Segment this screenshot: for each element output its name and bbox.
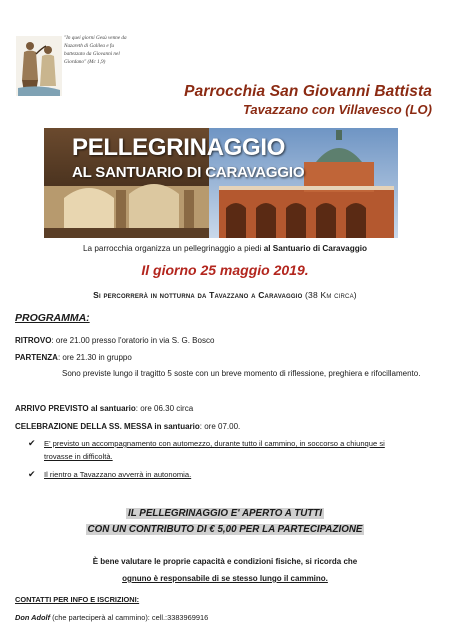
baptism-illustration-icon <box>16 36 62 96</box>
messa-line <box>15 421 240 432</box>
contribution-highlight <box>0 506 450 538</box>
contact-detail: (che parteciperà al cammino): cell.:3383969916 <box>50 613 209 622</box>
program-title: PROGRAMMA: <box>15 312 90 324</box>
parish-town: Tavazzano con Villavesco (LO) <box>242 102 432 117</box>
contacts-title: CONTATTI PER INFO E ISCRIZIONI: <box>15 595 140 604</box>
banner-image <box>44 128 398 238</box>
arrivo-label: ARRIVO PREVISTO al santuario <box>15 404 136 413</box>
advice-line-2: ognuno è responsabile di se stesso lungo il cammino. <box>122 574 328 583</box>
arrivo-text: : ore 06.30 circa <box>135 404 194 413</box>
intro-text <box>0 244 450 253</box>
parish-name: Parrocchia San Giovanni Battista <box>184 83 432 100</box>
logo-quote: "In quei giorni Gesù venne da Nazareth di Galilea e fu battezzato da Giovanni nel Giordano" (Mc 1,9) <box>64 35 127 65</box>
partenza-label: PARTENZA <box>15 353 58 362</box>
note-text: E' previsto un accompagnamento con automezzo, durante tutto il cammino, in soccorso a chiunque si trovasse in difficoltà. <box>44 439 385 461</box>
advice-line-1: È bene valutare le proprie capacità e condizioni fisiche, si ricorda che <box>92 557 358 566</box>
route-text <box>0 290 450 300</box>
intro-plain: La parrocchia organizza un pellegrinaggio a piedi <box>83 244 264 253</box>
route-km: (38 Km circa) <box>302 290 357 300</box>
messa-text: : ore 07.00. <box>199 422 241 431</box>
checkmark-icon: ✔ <box>28 438 36 448</box>
banner-subtitle: AL SANTUARIO DI CARAVAGGIO <box>72 164 305 181</box>
parish-logo <box>16 32 134 100</box>
note-text: Il rientro a Tavazzano avverrà in autonomia. <box>44 470 192 479</box>
route-main: Si percorrerà in notturna da Tavazzano a Caravaggio <box>93 290 303 300</box>
partenza-text: : ore 21.30 in gruppo <box>57 353 132 362</box>
contact-line <box>15 613 208 622</box>
messa-label: CELEBRAZIONE DELLA SS. MESSA <box>15 422 153 431</box>
messa-mid: in santuario <box>152 422 200 431</box>
partenza-line <box>15 352 132 363</box>
event-date: Il giorno 25 maggio 2019. <box>141 262 309 278</box>
arrivo-line <box>15 403 193 414</box>
ritrovo-line <box>15 335 214 346</box>
advice-text <box>0 553 450 587</box>
highlight-line-1: IL PELLEGRINAGGIO E' APERTO A TUTTI <box>128 508 322 519</box>
parish-header <box>184 83 432 117</box>
intro-bold: al Santuario di Caravaggio <box>263 244 367 253</box>
banner-title: PELLEGRINAGGIO <box>72 134 286 161</box>
soste-text: Sono previste lungo il tragitto 5 soste con un breve momento di riflessione, preghiera e rifocillamento. <box>62 369 421 378</box>
ritrovo-label: RITROVO <box>15 336 52 345</box>
highlight-line-2: CON UN CONTRIBUTO DI € 5,00 PER LA PARTECIPAZIONE <box>87 524 363 535</box>
checkmark-icon: ✔ <box>28 469 36 479</box>
contact-person: Don Adolf <box>15 613 51 622</box>
ritrovo-text: : ore 21.00 presso l'oratorio in via S. G. Bosco <box>51 336 215 345</box>
